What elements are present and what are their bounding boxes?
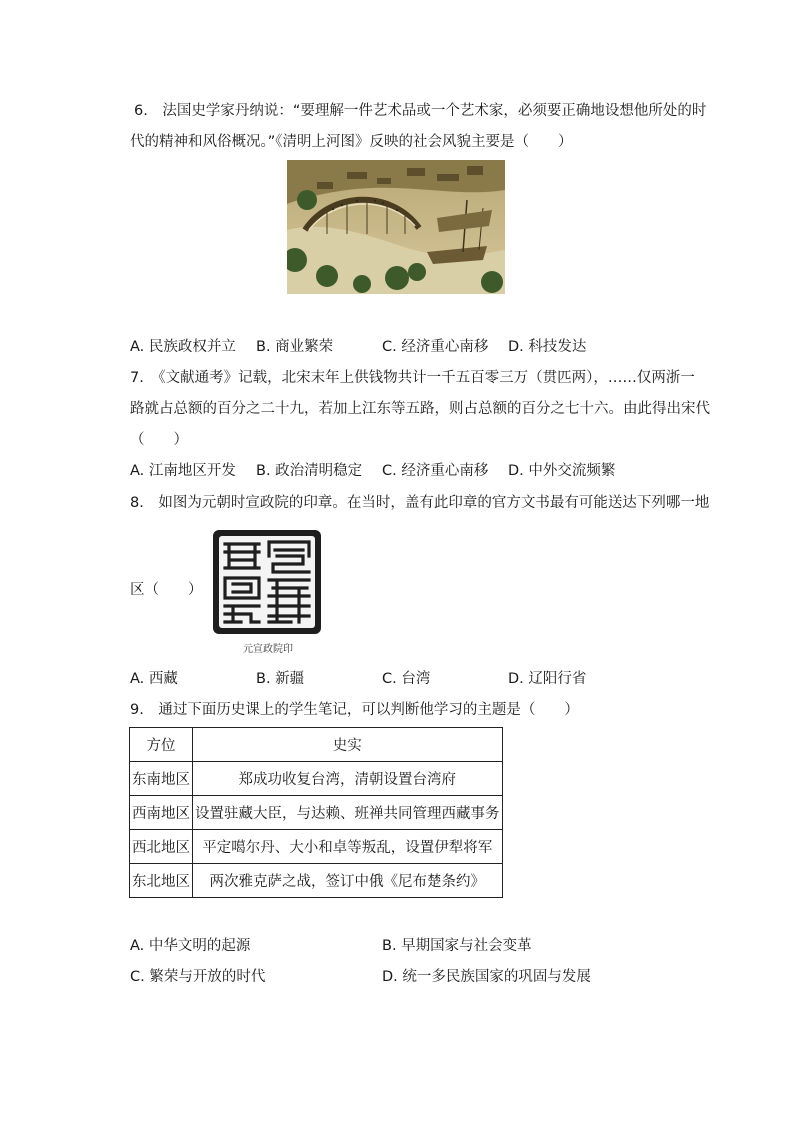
q6-option-d: D. 科技发达 <box>508 339 587 355</box>
q7-stem-line3: （ ） <box>130 432 188 448</box>
q8-option-c: C. 台湾 <box>382 671 431 687</box>
table-header-row <box>130 728 503 762</box>
q6-stem-line2: 代的精神和风俗概况。”《清明上河图》反映的社会风貌主要是（ ） <box>130 134 573 150</box>
table-cell-direction: 西北地区 <box>130 830 193 864</box>
q6-option-b: B. 商业繁荣 <box>256 339 334 355</box>
seal-caption: 元宣政院印 <box>243 644 293 655</box>
q8-option-a: A. 西藏 <box>130 671 178 687</box>
q6-option-a: A. 民族政权并立 <box>130 339 236 355</box>
table-header-direction: 方位 <box>130 728 193 762</box>
table-row <box>130 762 503 796</box>
table-header-facts: 史实 <box>193 728 503 762</box>
q8-option-b: B. 新疆 <box>256 671 305 687</box>
table-row <box>130 864 503 898</box>
q7-option-c: C. 经济重心南移 <box>382 463 489 479</box>
seal-image <box>211 528 323 636</box>
table-cell-fact: 郑成功收复台湾，清朝设置台湾府 <box>193 762 503 796</box>
table-row <box>130 796 503 830</box>
q7-stem-line2: 路就占总额的百分之二十九，若加上江东等五路，则占总额的百分之七十六。由此得出宋代 <box>130 401 710 417</box>
q9-option-d: D. 统一多民族国家的巩固与发展 <box>382 969 591 985</box>
q8-stem-line2: 区（ ） <box>130 582 203 598</box>
q9-option-a: A. 中华文明的起源 <box>130 938 251 954</box>
xuanzhengyuan-seal-figure <box>208 528 328 658</box>
qingming-painting-image <box>287 160 505 294</box>
table-row <box>130 830 503 864</box>
q8-stem-line1: 8. 如图为元朝时宣政院的印章。在当时，盖有此印章的官方文书最有可能送达下列哪一地 <box>130 495 710 511</box>
student-notes-table <box>129 727 503 898</box>
q7-option-d: D. 中外交流频繁 <box>508 463 616 479</box>
q6-stem-line1: 6. 法国史学家丹纳说：“要理解一件艺术品或一个艺术家，必须要正确地设想他所处的时 <box>134 103 707 119</box>
q8-option-d: D. 辽阳行省 <box>508 671 587 687</box>
q9-stem: 9. 通过下面历史课上的学生笔记，可以判断他学习的主题是（ ） <box>130 702 579 718</box>
q9-option-b: B. 早期国家与社会变革 <box>382 938 532 954</box>
table-cell-direction: 东北地区 <box>130 864 193 898</box>
table-cell-fact: 设置驻藏大臣，与达赖、班禅共同管理西藏事务 <box>193 796 503 830</box>
table-cell-direction: 西南地区 <box>130 796 193 830</box>
table-cell-fact: 两次雅克萨之战，签订中俄《尼布楚条约》 <box>193 864 503 898</box>
table-cell-fact: 平定噶尔丹、大小和卓等叛乱，设置伊犁将军 <box>193 830 503 864</box>
table-cell-direction: 东南地区 <box>130 762 193 796</box>
q9-option-c: C. 繁荣与开放的时代 <box>130 969 266 985</box>
q6-option-c: C. 经济重心南移 <box>382 339 489 355</box>
q7-option-b: B. 政治清明稳定 <box>256 463 363 479</box>
q7-option-a: A. 江南地区开发 <box>130 463 236 479</box>
q7-stem-line1: 7. 《文献通考》记载，北宋末年上供钱物共计一千五百零三万（贯匹两），……仅两浙一 <box>130 370 695 386</box>
